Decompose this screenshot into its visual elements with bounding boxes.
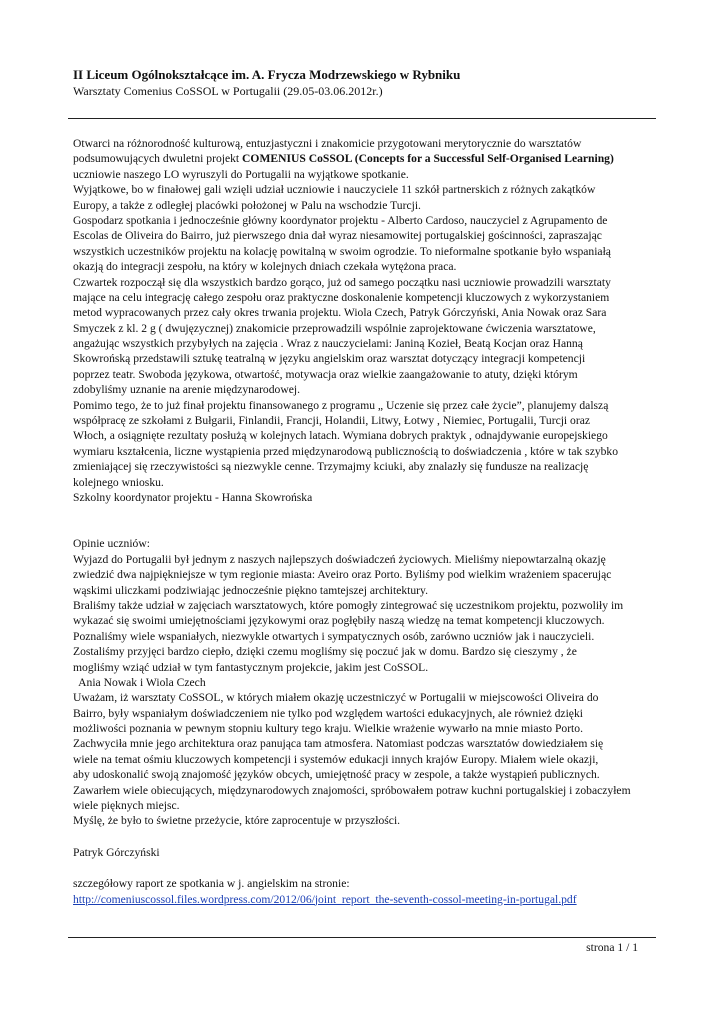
text-line: mogliśmy wziąć udział w tym fantastycznym projekcie, jakim jest CoSSOL. — [73, 660, 429, 674]
text-line: Zawarłem wiele obiecujących, międzynarodowych znajomości, spróbowałem potraw kuchni portugalskiej i zobaczyłem — [73, 783, 631, 797]
spacer — [73, 829, 658, 845]
text-line: Włoch, a osiągnięte rezultaty posłużą w kolejnych latach. Wymiana dobrych praktyk , odnajdywanie europejskiego — [73, 429, 608, 443]
text-line: wszystkich uczestników projektu na kolację powitalną w swoim ogrodzie. To nieformalne spotkanie było wspaniałą — [73, 244, 611, 258]
text-line: współpracę ze szkołami z Bułgarii, Finlandii, Francji, Holandii, Litwy, Łotwy , Niemiec, Portugalii, Turcji oraz — [73, 414, 591, 428]
project-name: COMENIUS CoSSOL (Concepts for a Successful Self-Organised Learning) — [242, 152, 614, 166]
text-line: wiele na temat ośmiu kluczowych kompetencji i systemów edukacji innych krajów Europy. Miałem wiele okazji, — [73, 752, 599, 766]
text-line: kolejnego wniosku. — [73, 475, 164, 489]
text-line: Myślę, że było to świetne przeżycie, które zaprocentuje w przyszłości. — [73, 814, 401, 828]
text-line: zdobyliśmy uznanie na arenie międzynarodowej. — [73, 383, 300, 397]
text-line: Poznaliśmy wiele wspaniałych, niezwykle otwartych i sympatycznych osób, zarówno uczniów jak i nauczycieli. — [73, 629, 595, 643]
student-opinions — [73, 536, 658, 907]
text-line — [73, 151, 658, 166]
report-line — [73, 892, 658, 907]
text-line: Wyjątkowe, bo w finałowej gali wzięli udział uczniowie i nauczyciele 11 szkół partnerskich z różnych zakątków — [73, 183, 596, 197]
text-line: mające na celu integrację całego zespołu oraz praktyczne doskonalenie kompetencji kluczowych z wykorzystaniem — [73, 290, 610, 304]
report-link[interactable]: http://comeniuscossol.files.wordpress.com/2012/06/joint_report_the-seventh-cossol-meeting-in-portugal.pdf — [73, 892, 577, 906]
document-header — [73, 66, 663, 99]
text-line: zmieniającej się rzeczywistości są niezwykle cenne. Trzymajmy kciuki, aby znalazły się fundusze na realizację — [73, 460, 589, 474]
spacer — [73, 860, 658, 876]
opinions-heading: Opinie uczniów: — [73, 537, 150, 551]
text-line: poprzez teatr. Swoboda językowa, otwartość, motywacja oraz wielkie zaangażowanie to atuty, dzięki którym — [73, 367, 578, 381]
opinion-signature: Patryk Górczyński — [73, 845, 160, 859]
text-line: możliwości poznania w pewnym stopniu kultury tego kraju. Wielkie wrażenie wywarło na mnie miasto Porto. — [73, 722, 583, 736]
text-line: uczniowie naszego LO wyruszyli do Portugalii na wyjątkowe spotkanie. — [73, 167, 409, 181]
text-span: podsumowujących dwuletni projekt — [73, 152, 243, 166]
text-line: Braliśmy także udział w zajęciach warsztatowych, które pomogły zintegrować się uczestnikom projektu, pozwoliły im — [73, 598, 624, 612]
document-title: II Liceum Ogólnokształcące im. A. Frycza Modrzewskiego w Rybniku — [73, 67, 461, 82]
text-line: Czwartek rozpoczął się dla wszystkich bardzo gorąco, już od samego początku nasi uczniowie prowadzili warsztaty — [73, 275, 611, 289]
text-line: wykazać się swoimi umiejętnościami językowymi oraz pogłębiły naszą wiedzę na temat kompetencji kluczowych. — [73, 614, 605, 628]
document-body — [73, 136, 658, 907]
text-line: metod wypracowanych przez cały okres trwania projektu. Wiola Czech, Patryk Górczyński, Ania Nowak oraz Sara — [73, 306, 607, 320]
opinion-signature: Ania Nowak i Wiola Czech — [73, 675, 206, 689]
text-line: Bairro, były wspaniałym doświadczeniem nie tylko pod względem wartości edukacyjnych, ale również dzięki — [73, 706, 583, 720]
article-text — [73, 136, 658, 505]
text-line: Smyczek z kl. 2 g ( dwujęzycznej) znakomicie przeprowadzili wspólnie zaprojektowane ćwiczenia warsztatowe, — [73, 321, 596, 335]
text-line: Wyjazd do Portugalii był jednym z naszych najlepszych doświadczeń życiowych. Mieliśmy niepowtarzalną okazję — [73, 552, 606, 566]
text-line: Otwarci na różnorodność kulturową, entuzjastyczni i znakomicie przygotowani merytorycznie do warsztatów — [73, 137, 582, 150]
text-line: Escolas de Oliveira do Bairro, już pierwszego dnia dał wyraz niesamowitej portugalskiej gościnności, zapraszając — [73, 229, 602, 243]
text-line: angażując wszystkich przybyłych na zajęcia . Wraz z nauczycielami: Janiną Kozieł, Beatą Kocjan oraz Hanną — [73, 337, 583, 351]
text-line: aby udoskonalić swoją znajomość języków obcych, umiejętność pracy w zespole, a także wystąpień publicznych. — [73, 768, 600, 782]
text-line: Skowrońską przedstawili sztukę teatralną w języku angielskim oraz warsztat dotyczący integracji kompetencji — [73, 352, 586, 366]
header-divider — [68, 118, 656, 119]
footer-divider — [68, 937, 656, 938]
text-line: Zachwyciła mnie jego architektura oraz panująca tam atmosfera. Natomiast podczas warsztatów dowiedziałem się — [73, 737, 604, 751]
text-line: wąskimi uliczkami podziwiając jednocześnie piękno tamtejszej architektury. — [73, 583, 428, 597]
text-line: Zostaliśmy przyjęci bardzo ciepło, dzięki czemu mogliśmy się poczuć jak w domu. Bardzo się cieszymy , że — [73, 645, 577, 659]
document-subtitle: Warsztaty Comenius CoSSOL w Portugalii (29.05-03.06.2012r.) — [73, 84, 383, 98]
text-line: okazją do integracji zespołu, na który w kolejnych dniach czekała wytężona praca. — [73, 260, 457, 274]
coordinator-signature: Szkolny koordynator projektu - Hanna Skowrońska — [73, 490, 313, 504]
text-line: Uważam, iż warsztaty CoSSOL, w których miałem okazję uczestniczyć w Portugalii w miejscowości Oliveira do — [73, 691, 599, 705]
text-line: Europy, a także z odległej placówki położonej w Palu na wschodzie Turcji. — [73, 198, 421, 212]
text-line: Gospodarz spotkania i jednocześnie główny koordynator projektu - Alberto Cardoso, nauczyciel z Agrupamento de — [73, 213, 608, 227]
spacer — [73, 505, 658, 536]
page-number: strona 1 / 1 — [586, 941, 638, 954]
text-line: wiele pięknych miejsc. — [73, 799, 180, 813]
text-line: zwiedzić dwa najpiękniejsze w tym regionie miasta: Aveiro oraz Porto. Byliśmy pod wielkim wrażeniem spacerując — [73, 568, 612, 582]
report-text: szczegółowy raport ze spotkania w j. angielskim na stronie: — [73, 877, 350, 891]
text-line: wymiaru kształcenia, liczne wystąpienia przed międzynarodową publicznością to doświadczenia , które w tak szybko — [73, 444, 619, 458]
text-line: Pomimo tego, że to już finał projektu finansowanego z programu „ Uczenie się przez całe życie”, planujemy dalszą — [73, 398, 609, 412]
